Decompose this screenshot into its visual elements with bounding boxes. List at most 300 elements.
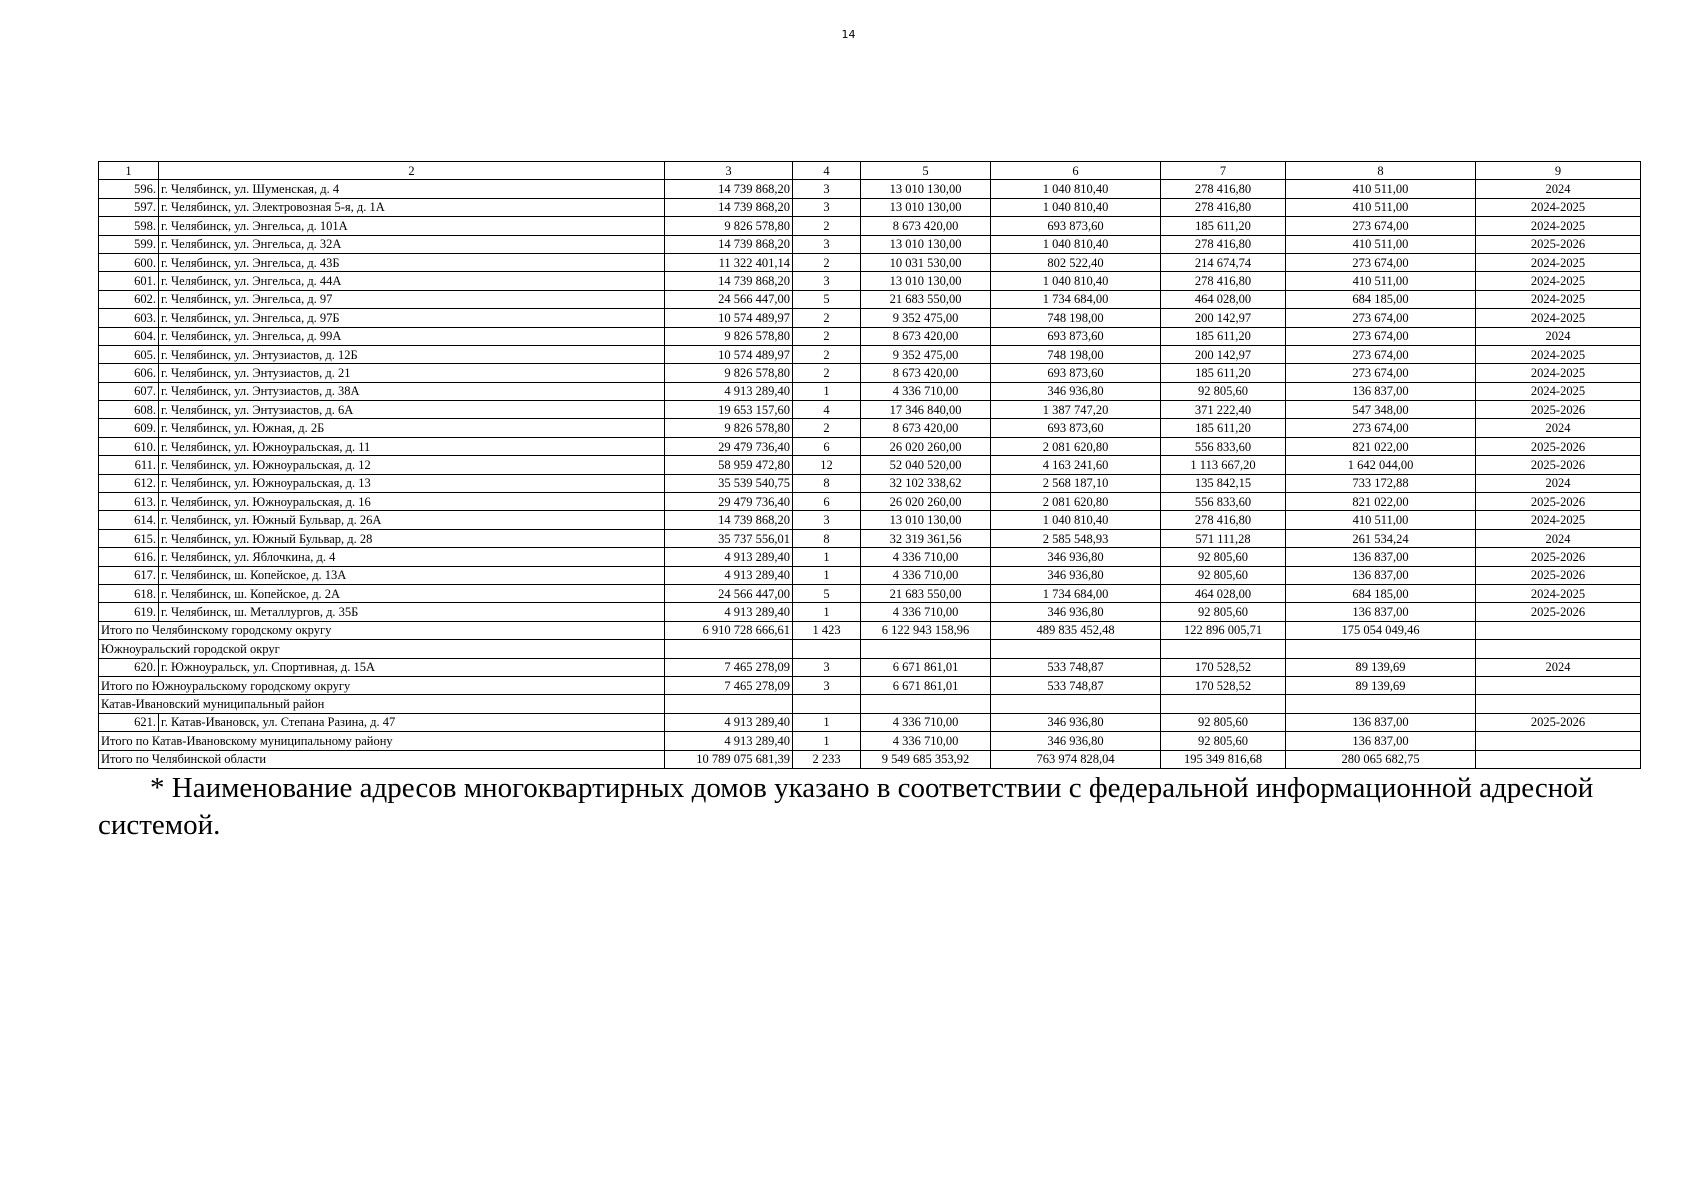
cell-col-9: 2025-2026 bbox=[1476, 603, 1641, 621]
row-number: 598. bbox=[99, 217, 159, 235]
cell-col-5: 4 336 710,00 bbox=[861, 713, 991, 731]
cell-col-7 bbox=[1161, 640, 1286, 658]
cell-col-8: 684 185,00 bbox=[1286, 290, 1476, 308]
cell-col-4: 3 bbox=[793, 676, 861, 694]
cell-col-9: 2024-2025 bbox=[1476, 364, 1641, 382]
cell-col-6: 346 936,80 bbox=[991, 382, 1161, 400]
cell-col-4: 2 bbox=[793, 253, 861, 271]
cell-col-3: 14 739 868,20 bbox=[665, 511, 793, 529]
cell-col-7: 464 028,00 bbox=[1161, 584, 1286, 602]
cell-col-8 bbox=[1286, 640, 1476, 658]
cell-col-5: 26 020 260,00 bbox=[861, 493, 991, 511]
row-number: 616. bbox=[99, 548, 159, 566]
cell-col-9 bbox=[1476, 676, 1641, 694]
cell-col-5: 4 336 710,00 bbox=[861, 566, 991, 584]
row-number: 610. bbox=[99, 437, 159, 455]
cell-col-3: 6 910 728 666,61 bbox=[665, 621, 793, 639]
cell-col-9: 2025-2026 bbox=[1476, 548, 1641, 566]
cell-col-9: 2024-2025 bbox=[1476, 272, 1641, 290]
header-col-9: 9 bbox=[1476, 162, 1641, 180]
cell-col-4: 1 bbox=[793, 566, 861, 584]
cell-col-3 bbox=[665, 640, 793, 658]
cell-col-5: 32 319 361,56 bbox=[861, 529, 991, 547]
cell-col-4: 1 423 bbox=[793, 621, 861, 639]
cell-col-8: 273 674,00 bbox=[1286, 217, 1476, 235]
cell-col-8: 410 511,00 bbox=[1286, 235, 1476, 253]
table-row bbox=[99, 345, 1641, 363]
cell-col-6: 533 748,87 bbox=[991, 676, 1161, 694]
row-address: г. Челябинск, ул. Энгельса, д. 101А bbox=[159, 217, 665, 235]
total-label: Итого по Челябинской области bbox=[99, 750, 665, 768]
cell-col-8: 273 674,00 bbox=[1286, 309, 1476, 327]
cell-col-5: 6 122 943 158,96 bbox=[861, 621, 991, 639]
cell-col-5: 13 010 130,00 bbox=[861, 511, 991, 529]
cell-col-4: 2 bbox=[793, 217, 861, 235]
row-address: г. Челябинск, ул. Энтузиастов, д. 38А bbox=[159, 382, 665, 400]
row-address: г. Челябинск, ул. Южноуральская, д. 16 bbox=[159, 493, 665, 511]
cell-col-4: 1 bbox=[793, 548, 861, 566]
cell-col-3: 11 322 401,14 bbox=[665, 253, 793, 271]
cell-col-9: 2024-2025 bbox=[1476, 511, 1641, 529]
cell-col-5: 32 102 338,62 bbox=[861, 474, 991, 492]
table-row bbox=[99, 419, 1641, 437]
total-label: Итого по Катав-Ивановскому муниципальному району bbox=[99, 732, 665, 750]
table-row bbox=[99, 456, 1641, 474]
cell-col-3: 29 479 736,40 bbox=[665, 437, 793, 455]
table-row bbox=[99, 309, 1641, 327]
table-row bbox=[99, 364, 1641, 382]
row-number: 614. bbox=[99, 511, 159, 529]
cell-col-6: 489 835 452,48 bbox=[991, 621, 1161, 639]
cell-col-5: 6 671 861,01 bbox=[861, 658, 991, 676]
cell-col-4: 3 bbox=[793, 180, 861, 198]
header-col-4: 4 bbox=[793, 162, 861, 180]
cell-col-7: 92 805,60 bbox=[1161, 548, 1286, 566]
cell-col-7: 278 416,80 bbox=[1161, 272, 1286, 290]
cell-col-6: 1 734 684,00 bbox=[991, 290, 1161, 308]
cell-col-7: 195 349 816,68 bbox=[1161, 750, 1286, 768]
cell-col-7: 92 805,60 bbox=[1161, 732, 1286, 750]
cell-col-6: 1 734 684,00 bbox=[991, 584, 1161, 602]
cell-col-6: 4 163 241,60 bbox=[991, 456, 1161, 474]
cell-col-7: 278 416,80 bbox=[1161, 235, 1286, 253]
cell-col-9: 2024-2025 bbox=[1476, 309, 1641, 327]
cell-col-5: 4 336 710,00 bbox=[861, 732, 991, 750]
row-number: 612. bbox=[99, 474, 159, 492]
cell-col-3: 10 574 489,97 bbox=[665, 345, 793, 363]
row-number: 599. bbox=[99, 235, 159, 253]
cell-col-3: 10 789 075 681,39 bbox=[665, 750, 793, 768]
row-number: 611. bbox=[99, 456, 159, 474]
row-number: 600. bbox=[99, 253, 159, 271]
cell-col-9 bbox=[1476, 750, 1641, 768]
cell-col-7: 214 674,74 bbox=[1161, 253, 1286, 271]
cell-col-7: 200 142,97 bbox=[1161, 309, 1286, 327]
cell-col-9: 2024 bbox=[1476, 658, 1641, 676]
cell-col-3: 4 913 289,40 bbox=[665, 603, 793, 621]
cell-col-9: 2025-2026 bbox=[1476, 437, 1641, 455]
cell-col-8: 136 837,00 bbox=[1286, 603, 1476, 621]
row-address: г. Челябинск, ш. Копейское, д. 13А bbox=[159, 566, 665, 584]
row-number: 606. bbox=[99, 364, 159, 382]
cell-col-3: 7 465 278,09 bbox=[665, 658, 793, 676]
cell-col-8: 821 022,00 bbox=[1286, 437, 1476, 455]
row-number: 601. bbox=[99, 272, 159, 290]
cell-col-4: 2 bbox=[793, 327, 861, 345]
cell-col-6: 748 198,00 bbox=[991, 345, 1161, 363]
cell-col-7: 92 805,60 bbox=[1161, 382, 1286, 400]
cell-col-7: 122 896 005,71 bbox=[1161, 621, 1286, 639]
cell-col-8: 89 139,69 bbox=[1286, 676, 1476, 694]
cell-col-5: 6 671 861,01 bbox=[861, 676, 991, 694]
cell-col-9: 2024-2025 bbox=[1476, 198, 1641, 216]
cell-col-3: 24 566 447,00 bbox=[665, 584, 793, 602]
cell-col-5: 10 031 530,00 bbox=[861, 253, 991, 271]
cell-col-8: 261 534,24 bbox=[1286, 529, 1476, 547]
cell-col-8 bbox=[1286, 695, 1476, 713]
cell-col-9: 2025-2026 bbox=[1476, 713, 1641, 731]
cell-col-3: 29 479 736,40 bbox=[665, 493, 793, 511]
cell-col-8: 136 837,00 bbox=[1286, 713, 1476, 731]
table-row bbox=[99, 401, 1641, 419]
cell-col-7: 278 416,80 bbox=[1161, 198, 1286, 216]
cell-col-6: 2 081 620,80 bbox=[991, 493, 1161, 511]
cell-col-6: 2 585 548,93 bbox=[991, 529, 1161, 547]
cell-col-9: 2024-2025 bbox=[1476, 345, 1641, 363]
cell-col-4: 1 bbox=[793, 382, 861, 400]
row-address: г. Челябинск, ул. Энтузиастов, д. 12Б bbox=[159, 345, 665, 363]
cell-col-3 bbox=[665, 695, 793, 713]
cell-col-7: 571 111,28 bbox=[1161, 529, 1286, 547]
table-row bbox=[99, 290, 1641, 308]
housing-table bbox=[98, 161, 1641, 769]
cell-col-6: 346 936,80 bbox=[991, 603, 1161, 621]
cell-col-7: 92 805,60 bbox=[1161, 566, 1286, 584]
row-address: г. Челябинск, ул. Энгельса, д. 99А bbox=[159, 327, 665, 345]
table-row bbox=[99, 382, 1641, 400]
cell-col-5: 8 673 420,00 bbox=[861, 217, 991, 235]
cell-col-5: 9 352 475,00 bbox=[861, 345, 991, 363]
row-address: г. Челябинск, ул. Южная, д. 2Б bbox=[159, 419, 665, 437]
cell-col-9: 2025-2026 bbox=[1476, 493, 1641, 511]
row-number: 617. bbox=[99, 566, 159, 584]
cell-col-6: 346 936,80 bbox=[991, 548, 1161, 566]
cell-col-4: 2 bbox=[793, 364, 861, 382]
table-row bbox=[99, 180, 1641, 198]
cell-col-4: 1 bbox=[793, 713, 861, 731]
cell-col-4 bbox=[793, 640, 861, 658]
table-row bbox=[99, 235, 1641, 253]
table-row bbox=[99, 253, 1641, 271]
table-row bbox=[99, 603, 1641, 621]
cell-col-7: 200 142,97 bbox=[1161, 345, 1286, 363]
row-address: г. Челябинск, ул. Южный Бульвар, д. 28 bbox=[159, 529, 665, 547]
row-number: 609. bbox=[99, 419, 159, 437]
cell-col-6: 693 873,60 bbox=[991, 327, 1161, 345]
cell-col-9: 2024 bbox=[1476, 474, 1641, 492]
cell-col-9: 2024 bbox=[1476, 419, 1641, 437]
cell-col-4: 5 bbox=[793, 584, 861, 602]
table-body bbox=[99, 162, 1641, 769]
row-address: г. Челябинск, ул. Яблочкина, д. 4 bbox=[159, 548, 665, 566]
cell-col-5: 4 336 710,00 bbox=[861, 548, 991, 566]
cell-col-8: 273 674,00 bbox=[1286, 345, 1476, 363]
cell-col-4: 1 bbox=[793, 603, 861, 621]
cell-col-7 bbox=[1161, 695, 1286, 713]
page-number: 14 bbox=[841, 28, 856, 41]
cell-col-8: 273 674,00 bbox=[1286, 253, 1476, 271]
cell-col-8: 410 511,00 bbox=[1286, 272, 1476, 290]
row-address: г. Челябинск, ул. Шуменская, д. 4 bbox=[159, 180, 665, 198]
cell-col-4: 3 bbox=[793, 272, 861, 290]
header-col-1: 1 bbox=[99, 162, 159, 180]
cell-col-3: 14 739 868,20 bbox=[665, 235, 793, 253]
cell-col-8: 89 139,69 bbox=[1286, 658, 1476, 676]
cell-col-7: 1 113 667,20 bbox=[1161, 456, 1286, 474]
header-col-5: 5 bbox=[861, 162, 991, 180]
cell-col-6: 1 040 810,40 bbox=[991, 511, 1161, 529]
cell-col-8: 821 022,00 bbox=[1286, 493, 1476, 511]
cell-col-7: 170 528,52 bbox=[1161, 676, 1286, 694]
cell-col-5: 26 020 260,00 bbox=[861, 437, 991, 455]
total-row bbox=[99, 621, 1641, 639]
cell-col-7: 556 833,60 bbox=[1161, 493, 1286, 511]
cell-col-9: 2025-2026 bbox=[1476, 456, 1641, 474]
row-number: 618. bbox=[99, 584, 159, 602]
header-row bbox=[99, 162, 1641, 180]
cell-col-5: 13 010 130,00 bbox=[861, 198, 991, 216]
row-number: 596. bbox=[99, 180, 159, 198]
cell-col-7: 135 842,15 bbox=[1161, 474, 1286, 492]
cell-col-8: 175 054 049,46 bbox=[1286, 621, 1476, 639]
cell-col-3: 19 653 157,60 bbox=[665, 401, 793, 419]
cell-col-8: 410 511,00 bbox=[1286, 198, 1476, 216]
cell-col-3: 4 913 289,40 bbox=[665, 548, 793, 566]
cell-col-5 bbox=[861, 640, 991, 658]
row-number: 597. bbox=[99, 198, 159, 216]
row-address: г. Катав-Ивановск, ул. Степана Разина, д. 47 bbox=[159, 713, 665, 731]
cell-col-5: 21 683 550,00 bbox=[861, 584, 991, 602]
total-row bbox=[99, 732, 1641, 750]
row-address: г. Челябинск, ш. Металлургов, д. 35Б bbox=[159, 603, 665, 621]
cell-col-5: 8 673 420,00 bbox=[861, 327, 991, 345]
total-row bbox=[99, 676, 1641, 694]
cell-col-6: 693 873,60 bbox=[991, 419, 1161, 437]
cell-col-8: 684 185,00 bbox=[1286, 584, 1476, 602]
header-col-3: 3 bbox=[665, 162, 793, 180]
cell-col-3: 7 465 278,09 bbox=[665, 676, 793, 694]
cell-col-4: 2 bbox=[793, 345, 861, 363]
cell-col-6: 1 040 810,40 bbox=[991, 235, 1161, 253]
cell-col-6: 2 081 620,80 bbox=[991, 437, 1161, 455]
cell-col-6: 763 974 828,04 bbox=[991, 750, 1161, 768]
row-address: г. Челябинск, ул. Энгельса, д. 43Б bbox=[159, 253, 665, 271]
section-label: Южноуральский городской округ bbox=[99, 640, 665, 658]
row-number: 620. bbox=[99, 658, 159, 676]
cell-col-3: 10 574 489,97 bbox=[665, 309, 793, 327]
section-row bbox=[99, 695, 1641, 713]
row-address: г. Челябинск, ул. Энгельса, д. 32А bbox=[159, 235, 665, 253]
cell-col-8: 733 172,88 bbox=[1286, 474, 1476, 492]
cell-col-8: 273 674,00 bbox=[1286, 364, 1476, 382]
cell-col-4: 12 bbox=[793, 456, 861, 474]
section-row bbox=[99, 640, 1641, 658]
cell-col-7: 278 416,80 bbox=[1161, 511, 1286, 529]
cell-col-7: 185 611,20 bbox=[1161, 217, 1286, 235]
cell-col-3: 58 959 472,80 bbox=[665, 456, 793, 474]
cell-col-4: 1 bbox=[793, 732, 861, 750]
cell-col-8: 547 348,00 bbox=[1286, 401, 1476, 419]
cell-col-5: 9 549 685 353,92 bbox=[861, 750, 991, 768]
cell-col-4 bbox=[793, 695, 861, 713]
cell-col-3: 14 739 868,20 bbox=[665, 180, 793, 198]
table-row bbox=[99, 437, 1641, 455]
cell-col-8: 1 642 044,00 bbox=[1286, 456, 1476, 474]
cell-col-4: 3 bbox=[793, 198, 861, 216]
table-row bbox=[99, 474, 1641, 492]
cell-col-8: 136 837,00 bbox=[1286, 382, 1476, 400]
table-row bbox=[99, 493, 1641, 511]
cell-col-8: 410 511,00 bbox=[1286, 180, 1476, 198]
cell-col-9 bbox=[1476, 621, 1641, 639]
row-number: 608. bbox=[99, 401, 159, 419]
row-address: г. Челябинск, ул. Энгельса, д. 44А bbox=[159, 272, 665, 290]
row-address: г. Челябинск, ул. Энгельса, д. 97Б bbox=[159, 309, 665, 327]
header-col-8: 8 bbox=[1286, 162, 1476, 180]
table-row bbox=[99, 548, 1641, 566]
row-address: г. Челябинск, ул. Южноуральская, д. 13 bbox=[159, 474, 665, 492]
row-address: г. Челябинск, ул. Южный Бульвар, д. 26А bbox=[159, 511, 665, 529]
footnote: * Наименование адресов многоквартирных домов указано в соответствии с федеральной информационной адресной системой. bbox=[98, 772, 1594, 841]
cell-col-4: 2 233 bbox=[793, 750, 861, 768]
cell-col-6: 346 936,80 bbox=[991, 713, 1161, 731]
cell-col-6 bbox=[991, 640, 1161, 658]
total-row bbox=[99, 750, 1641, 768]
cell-col-8: 136 837,00 bbox=[1286, 548, 1476, 566]
cell-col-9: 2024 bbox=[1476, 327, 1641, 345]
row-number: 605. bbox=[99, 345, 159, 363]
row-number: 619. bbox=[99, 603, 159, 621]
cell-col-5: 13 010 130,00 bbox=[861, 272, 991, 290]
cell-col-4: 8 bbox=[793, 529, 861, 547]
cell-col-5: 9 352 475,00 bbox=[861, 309, 991, 327]
cell-col-3: 4 913 289,40 bbox=[665, 382, 793, 400]
total-label: Итого по Челябинскому городскому округу bbox=[99, 621, 665, 639]
cell-col-6: 748 198,00 bbox=[991, 309, 1161, 327]
row-number: 615. bbox=[99, 529, 159, 547]
cell-col-6: 346 936,80 bbox=[991, 566, 1161, 584]
cell-col-5: 52 040 520,00 bbox=[861, 456, 991, 474]
row-address: г. Челябинск, ул. Энтузиастов, д. 21 bbox=[159, 364, 665, 382]
cell-col-7: 185 611,20 bbox=[1161, 327, 1286, 345]
table-row bbox=[99, 658, 1641, 676]
cell-col-5: 17 346 840,00 bbox=[861, 401, 991, 419]
cell-col-6: 1 040 810,40 bbox=[991, 180, 1161, 198]
cell-col-5: 13 010 130,00 bbox=[861, 235, 991, 253]
cell-col-3: 9 826 578,80 bbox=[665, 217, 793, 235]
cell-col-9: 2025-2026 bbox=[1476, 566, 1641, 584]
total-label: Итого по Южноуральскому городскому округу bbox=[99, 676, 665, 694]
cell-col-4: 2 bbox=[793, 419, 861, 437]
cell-col-6: 693 873,60 bbox=[991, 364, 1161, 382]
table-row bbox=[99, 566, 1641, 584]
row-address: г. Челябинск, ул. Электровозная 5-я, д. 1А bbox=[159, 198, 665, 216]
cell-col-8: 273 674,00 bbox=[1286, 419, 1476, 437]
row-number: 603. bbox=[99, 309, 159, 327]
cell-col-8: 280 065 682,75 bbox=[1286, 750, 1476, 768]
cell-col-9 bbox=[1476, 640, 1641, 658]
cell-col-9: 2025-2026 bbox=[1476, 401, 1641, 419]
table-row bbox=[99, 198, 1641, 216]
cell-col-6: 346 936,80 bbox=[991, 732, 1161, 750]
row-number: 602. bbox=[99, 290, 159, 308]
cell-col-6: 693 873,60 bbox=[991, 217, 1161, 235]
cell-col-4: 5 bbox=[793, 290, 861, 308]
row-number: 621. bbox=[99, 713, 159, 731]
header-col-2: 2 bbox=[159, 162, 665, 180]
cell-col-8: 410 511,00 bbox=[1286, 511, 1476, 529]
cell-col-6: 2 568 187,10 bbox=[991, 474, 1161, 492]
cell-col-5: 13 010 130,00 bbox=[861, 180, 991, 198]
cell-col-7: 464 028,00 bbox=[1161, 290, 1286, 308]
cell-col-4: 4 bbox=[793, 401, 861, 419]
table-row bbox=[99, 511, 1641, 529]
row-address: г. Челябинск, ул. Энгельса, д. 97 bbox=[159, 290, 665, 308]
cell-col-6: 1 387 747,20 bbox=[991, 401, 1161, 419]
cell-col-5: 4 336 710,00 bbox=[861, 603, 991, 621]
cell-col-6: 533 748,87 bbox=[991, 658, 1161, 676]
cell-col-3: 14 739 868,20 bbox=[665, 198, 793, 216]
cell-col-4: 3 bbox=[793, 235, 861, 253]
cell-col-3: 24 566 447,00 bbox=[665, 290, 793, 308]
cell-col-9: 2024-2025 bbox=[1476, 217, 1641, 235]
cell-col-9: 2024-2025 bbox=[1476, 382, 1641, 400]
cell-col-9: 2025-2026 bbox=[1476, 235, 1641, 253]
cell-col-3: 9 826 578,80 bbox=[665, 364, 793, 382]
row-address: г. Челябинск, ш. Копейское, д. 2А bbox=[159, 584, 665, 602]
cell-col-3: 9 826 578,80 bbox=[665, 327, 793, 345]
cell-col-6: 1 040 810,40 bbox=[991, 272, 1161, 290]
row-number: 607. bbox=[99, 382, 159, 400]
row-address: г. Челябинск, ул. Южноуральская, д. 11 bbox=[159, 437, 665, 455]
row-number: 613. bbox=[99, 493, 159, 511]
cell-col-9: 2024 bbox=[1476, 529, 1641, 547]
cell-col-3: 35 539 540,75 bbox=[665, 474, 793, 492]
cell-col-4: 8 bbox=[793, 474, 861, 492]
cell-col-7: 556 833,60 bbox=[1161, 437, 1286, 455]
row-address: г. Южноуральск, ул. Спортивная, д. 15А bbox=[159, 658, 665, 676]
cell-col-3: 4 913 289,40 bbox=[665, 732, 793, 750]
cell-col-8: 136 837,00 bbox=[1286, 732, 1476, 750]
table-row bbox=[99, 584, 1641, 602]
cell-col-9: 2024-2025 bbox=[1476, 253, 1641, 271]
cell-col-6 bbox=[991, 695, 1161, 713]
cell-col-7: 185 611,20 bbox=[1161, 419, 1286, 437]
cell-col-8: 136 837,00 bbox=[1286, 566, 1476, 584]
cell-col-5: 8 673 420,00 bbox=[861, 364, 991, 382]
cell-col-4: 6 bbox=[793, 437, 861, 455]
cell-col-4: 2 bbox=[793, 309, 861, 327]
row-address: г. Челябинск, ул. Энтузиастов, д. 6А bbox=[159, 401, 665, 419]
cell-col-7: 170 528,52 bbox=[1161, 658, 1286, 676]
cell-col-5: 4 336 710,00 bbox=[861, 382, 991, 400]
cell-col-4: 6 bbox=[793, 493, 861, 511]
cell-col-6: 1 040 810,40 bbox=[991, 198, 1161, 216]
table-row bbox=[99, 272, 1641, 290]
cell-col-3: 35 737 556,01 bbox=[665, 529, 793, 547]
table-row bbox=[99, 713, 1641, 731]
cell-col-3: 9 826 578,80 bbox=[665, 419, 793, 437]
